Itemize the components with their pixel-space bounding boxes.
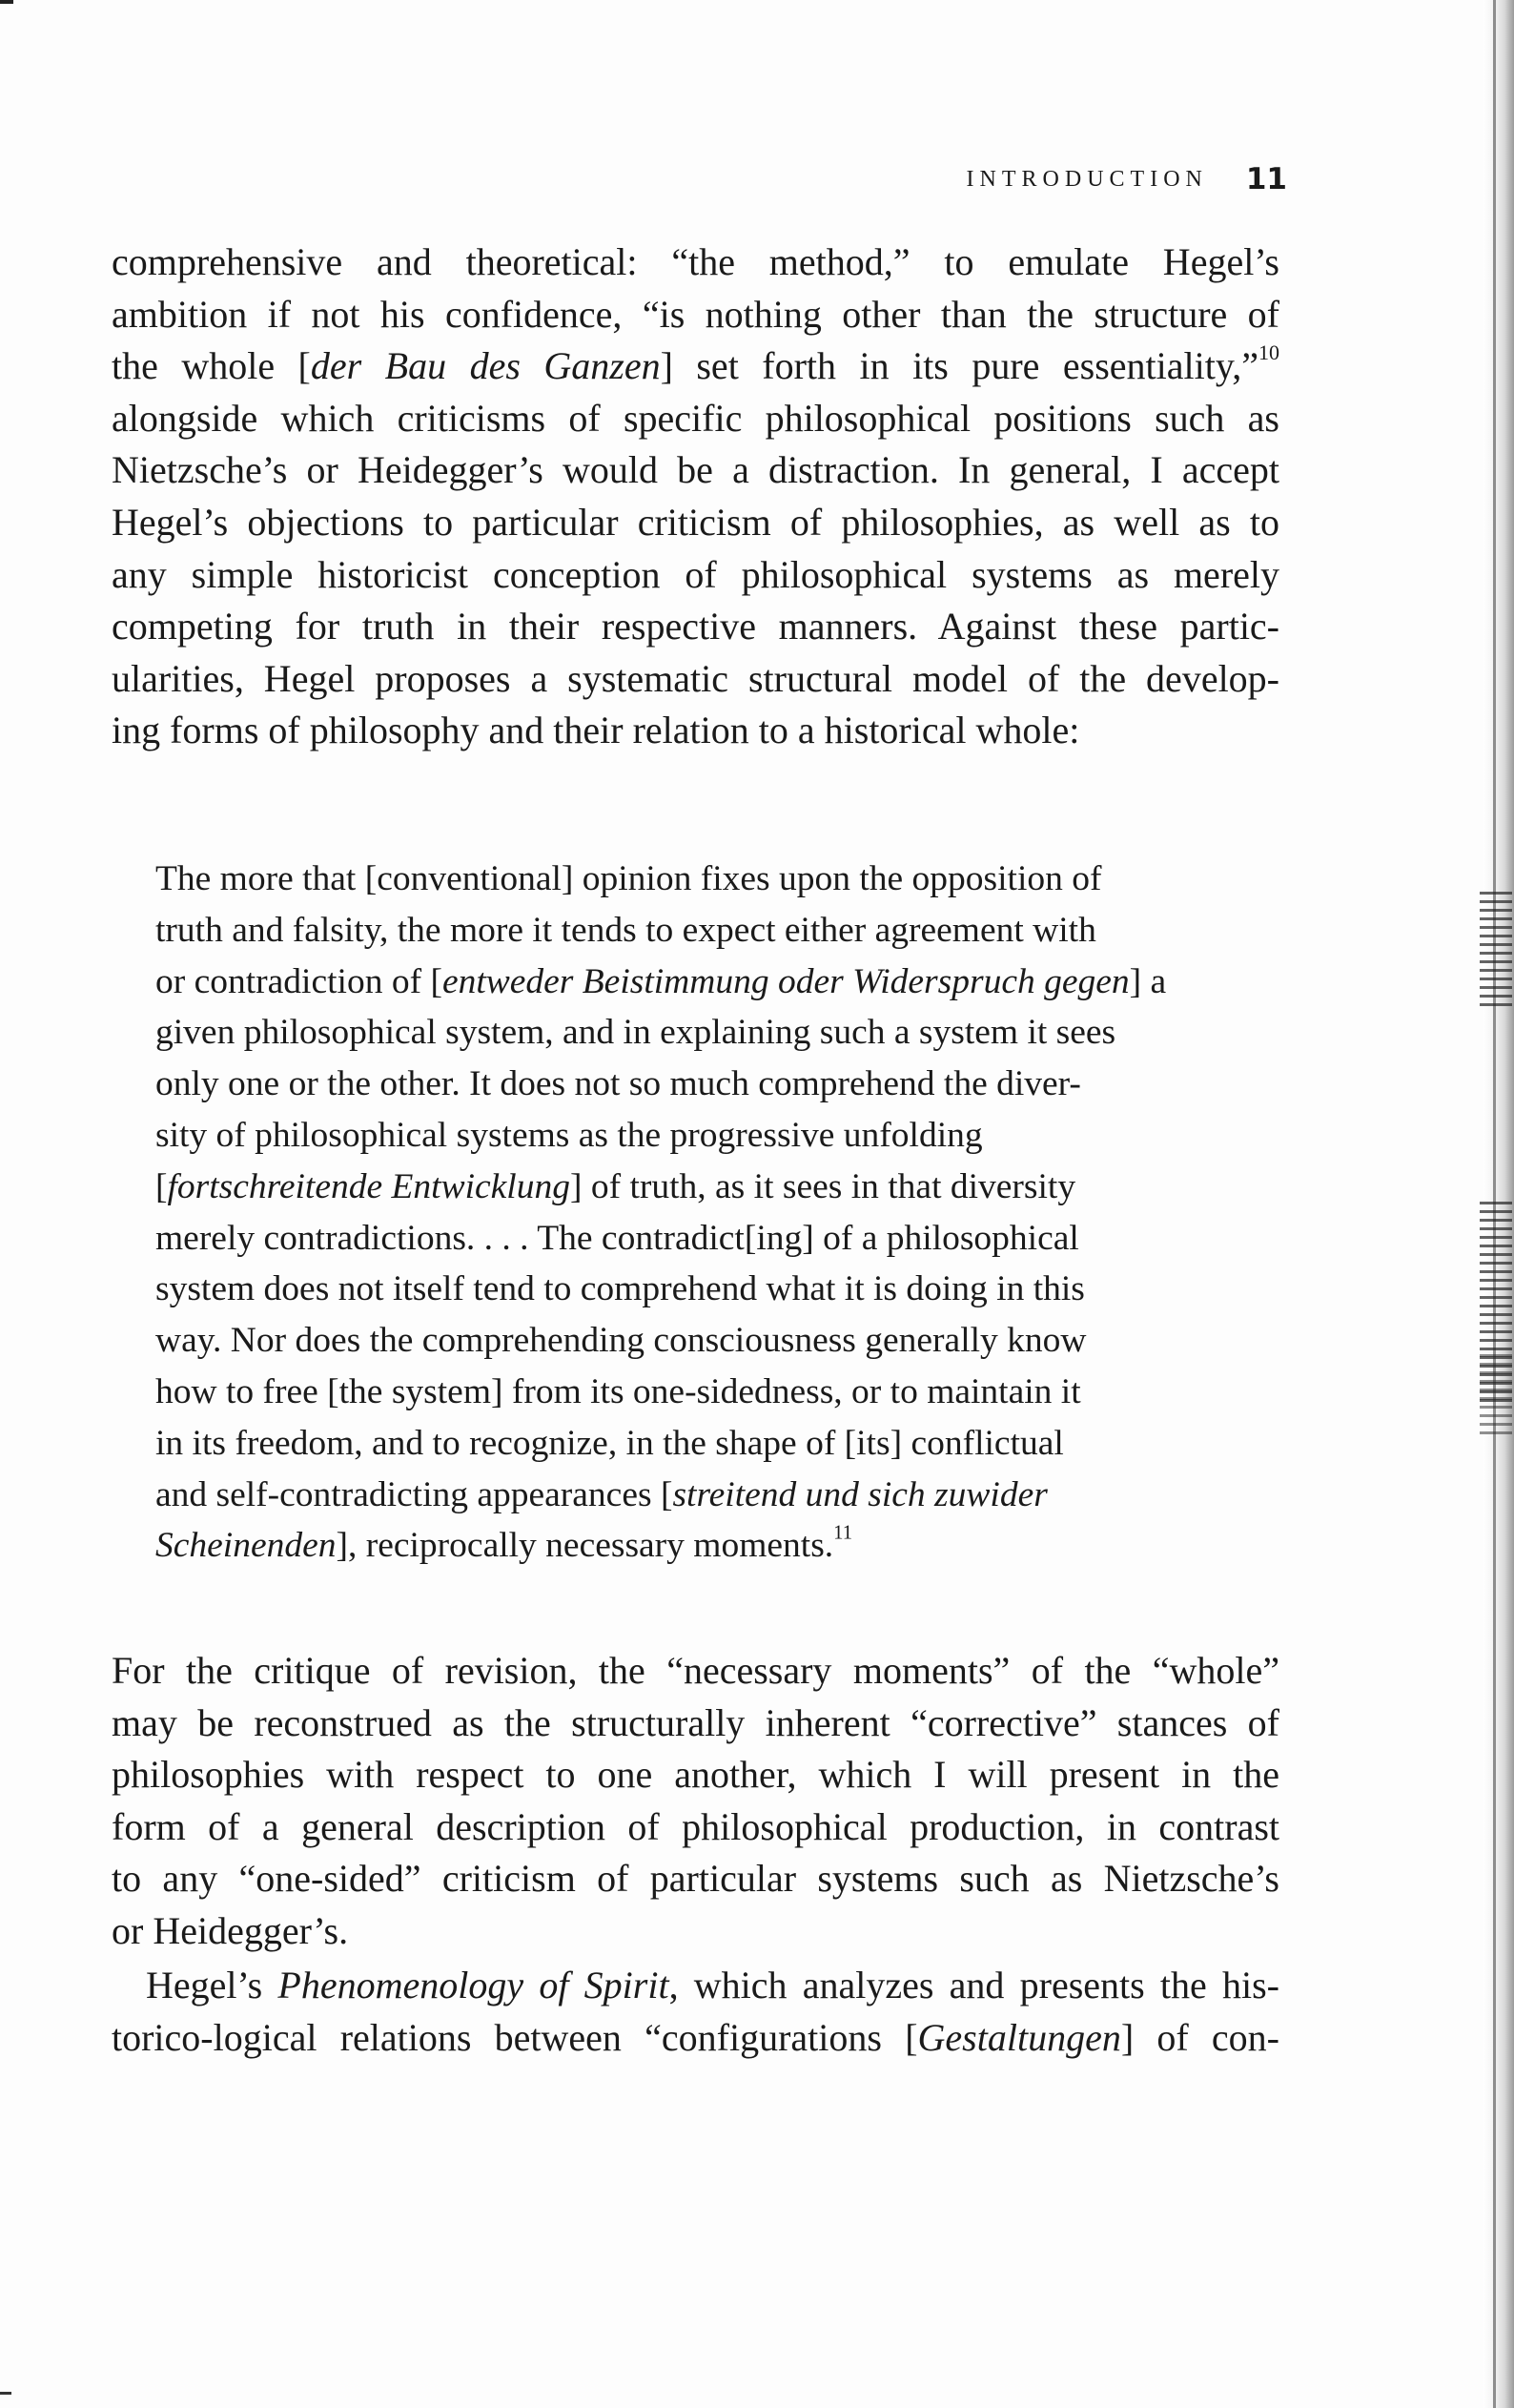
text-segment: ] a xyxy=(1129,961,1167,1001)
text-segment: ], reciprocally necessary moments. xyxy=(336,1526,834,1566)
text-line: philosophies with respect to one another, which I will present in the xyxy=(112,1753,1279,1797)
page-number: 11 xyxy=(1245,162,1287,196)
quote-line: way. Nor does the comprehending consciousness generally know xyxy=(155,1321,1087,1361)
italic-title: Phenomenology of Spirit xyxy=(277,1964,669,2007)
quote-line: in its freedom, and to recognize, in the shape of [its] conflictual xyxy=(155,1423,1064,1463)
scan-edge-artifact xyxy=(1480,892,1512,1006)
text-line xyxy=(112,2012,1279,2065)
text-segment: and self-contradicting appearances [ xyxy=(155,1474,673,1514)
quote-line: truth and falsity, the more it tends to expect either agreement with xyxy=(155,910,1096,950)
text-line: to any “one-sided” criticism of particular systems such as Nietzsche’s xyxy=(112,1857,1279,1901)
quote-line xyxy=(155,1162,1271,1213)
text-line: ularities, Hegel proposes a systematic structural model of the develop- xyxy=(112,656,1279,700)
italic-term: Scheinenden xyxy=(155,1526,337,1566)
italic-term: streitend und sich zuwider xyxy=(672,1474,1048,1514)
text-line: or Heidegger’s. xyxy=(112,1908,349,1952)
scan-corner-mark-bottom xyxy=(0,2392,11,2395)
quote-line: given philosophical system, and in explaining such a system it sees xyxy=(155,1013,1116,1053)
quote-line: The more that [conventional] opinion fixes upon the opposition of xyxy=(155,859,1102,898)
quote-line: sity of philosophical systems as the progressive unfolding xyxy=(155,1115,983,1155)
quote-line xyxy=(155,1520,1271,1572)
quote-line: how to free [the system] from its one-sidedness, or to maintain it xyxy=(155,1371,1081,1411)
italic-term: Gestaltungen xyxy=(917,2015,1121,2059)
block-quote xyxy=(155,854,1271,1572)
text-line: For the critique of revision, the “necessary moments” of the “whole” xyxy=(112,1649,1279,1692)
text-line: competing for truth in their respective manners. Against these partic- xyxy=(112,605,1279,648)
quote-line: system does not itself tend to comprehend what it is doing in this xyxy=(155,1269,1085,1309)
text-line: alongside which criticisms of specific philosophical positions such as xyxy=(112,396,1279,440)
italic-term: entweder Beistimmung oder Widerspruch gegen xyxy=(441,961,1130,1001)
text-line: ambition if not his confidence, “is nothing other than the structure of xyxy=(112,292,1279,336)
text-segment: or contradiction of [ xyxy=(155,961,442,1001)
quote-line xyxy=(155,1470,1271,1521)
paragraph-2 xyxy=(112,1645,1279,1958)
footnote-ref-10: 10 xyxy=(1258,340,1279,365)
italic-term: fortschreitende Entwicklung xyxy=(167,1166,570,1206)
paragraph-3 xyxy=(112,1960,1279,2064)
text-segment: torico-logical relations between “configurations [ xyxy=(112,2015,918,2059)
text-segment: ] of con- xyxy=(1120,2015,1280,2059)
italic-term: der Bau des Ganzen xyxy=(310,344,661,388)
quote-line: only one or the other. It does not so much comprehend the diver- xyxy=(155,1064,1081,1104)
text-line xyxy=(112,1960,1279,2012)
running-head xyxy=(839,162,1287,196)
text-line: ing forms of philosophy and their relation to a historical whole: xyxy=(112,709,1080,752)
text-segment: ] set forth in its pure essentiality,” xyxy=(660,344,1258,388)
text-segment: the whole [ xyxy=(112,344,311,388)
scan-corner-mark xyxy=(0,0,13,4)
text-segment: Hegel’s xyxy=(146,1964,278,2007)
quote-line xyxy=(155,957,1271,1008)
text-line xyxy=(112,340,1279,393)
paragraph-1 xyxy=(112,237,1279,757)
text-line: Hegel’s objections to particular criticism of philosophies, as well as to xyxy=(112,500,1279,544)
text-line: form of a general description of philosophical production, in contrast xyxy=(112,1804,1279,1848)
text-segment: [ xyxy=(155,1166,168,1206)
text-segment: , which analyzes and presents the his- xyxy=(668,1964,1279,2007)
quote-line: merely contradictions. . . . The contradict[ing] of a philosophical xyxy=(155,1218,1079,1258)
running-head-title: INTRODUCTION xyxy=(966,166,1208,192)
text-line: comprehensive and theoretical: “the method,” to emulate Hegel’s xyxy=(112,240,1279,283)
text-line: Nietzsche’s or Heidegger’s would be a distraction. In general, I accept xyxy=(112,448,1279,492)
text-segment: ] of truth, as it sees in that diversity xyxy=(569,1166,1076,1206)
text-line: any simple historicist conception of philosophical systems as merely xyxy=(112,552,1279,596)
text-line: may be reconstrued as the structurally inherent “corrective” stances of xyxy=(112,1700,1279,1744)
footnote-ref-11: 11 xyxy=(833,1522,853,1544)
scan-edge-artifact xyxy=(1480,1354,1512,1440)
